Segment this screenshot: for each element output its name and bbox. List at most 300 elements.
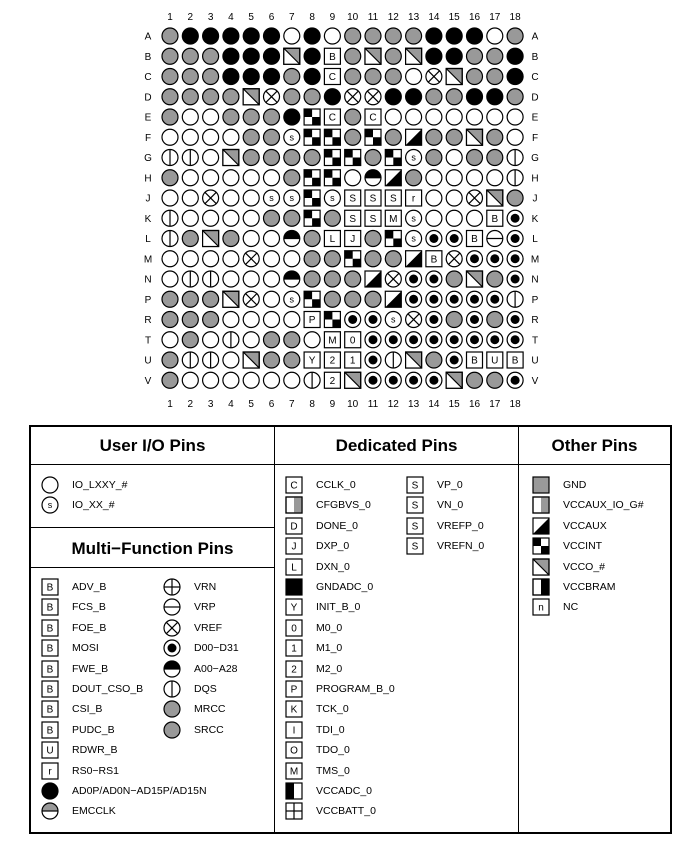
pin-K18 (507, 210, 523, 226)
pin-F1 (162, 129, 178, 145)
multi-function-symbol-icon (162, 577, 182, 597)
multi-function-symbol-icon (162, 699, 182, 719)
pin-K16 (467, 210, 483, 226)
svg-text:P: P (308, 315, 316, 326)
pin-L5 (243, 231, 259, 247)
pin-J8 (304, 190, 320, 206)
pin-D4 (223, 89, 239, 105)
svg-text:S: S (349, 193, 357, 205)
pin-L12 (385, 231, 401, 247)
user-io-symbol-icon (40, 495, 60, 515)
dedicated-symbol-icon (284, 720, 304, 740)
pin-K17 (487, 210, 503, 226)
svg-text:r: r (48, 766, 52, 778)
other-legend-label: VCCAUX (563, 519, 607, 532)
svg-text:s: s (391, 314, 396, 325)
pin-V11 (365, 372, 381, 388)
pin-G15 (446, 150, 462, 166)
col-label-bottom: 4 (228, 399, 234, 410)
multi-function-legend-label: VREF (194, 621, 223, 634)
user-io-legend-label: IO_LXXY_# (72, 479, 128, 491)
pin-C15 (446, 69, 462, 85)
svg-text:B: B (46, 684, 54, 696)
pin-B12 (385, 48, 401, 64)
dedicated-legend-item (284, 781, 372, 801)
row-label-left: A (144, 31, 152, 43)
pin-K6 (264, 210, 280, 226)
pin-H12 (385, 170, 401, 186)
svg-text:B: B (46, 704, 54, 716)
multi-function-legend-item (162, 679, 217, 699)
multi-function-legend-label: PUDC_B (72, 723, 115, 736)
pin-V8 (304, 372, 320, 388)
pin-J5 (243, 190, 259, 206)
dedicated-legend-item (405, 516, 484, 536)
col-label-top: 8 (309, 12, 315, 23)
dedicated-symbol-icon (284, 801, 304, 821)
pin-L17 (487, 231, 503, 247)
pin-N7 (284, 271, 300, 287)
multi-function-legend-item (162, 577, 216, 597)
pin-L18 (507, 231, 523, 247)
pin-T5 (243, 332, 259, 348)
pin-G14 (426, 150, 442, 166)
svg-text:M: M (389, 213, 398, 225)
col-label-top: 5 (248, 12, 254, 23)
pin-N14 (426, 271, 442, 287)
svg-text:B: B (430, 254, 438, 266)
row-label-left: R (144, 315, 152, 326)
pin-R12 (385, 312, 401, 328)
multi-function-legend-item (40, 618, 106, 638)
pin-G4 (223, 150, 239, 166)
pin-F9 (324, 129, 340, 145)
pin-T7 (284, 332, 300, 348)
pin-C2 (182, 69, 198, 85)
svg-text:B: B (46, 582, 54, 594)
pin-P6 (264, 291, 280, 307)
pin-T8 (304, 332, 320, 348)
col-label-top: 6 (268, 12, 275, 23)
pin-P11 (365, 291, 381, 307)
svg-text:S: S (411, 480, 419, 492)
svg-text:B: B (471, 234, 478, 245)
pin-F6 (264, 129, 280, 145)
pin-M5 (243, 251, 259, 267)
col-label-top: 13 (408, 12, 420, 23)
svg-text:U: U (46, 745, 54, 757)
pin-C14 (426, 69, 442, 85)
pin-C13 (406, 69, 422, 85)
pin-H3 (203, 170, 219, 186)
pin-H2 (182, 170, 198, 186)
svg-text:S: S (389, 193, 397, 205)
pin-E3 (203, 109, 219, 125)
pin-V17 (487, 372, 503, 388)
svg-text:M: M (289, 766, 299, 778)
row-label-right: J (532, 193, 538, 205)
pin-T11 (365, 332, 381, 348)
multi-function-legend-label: FCS_B (72, 601, 106, 614)
multi-function-symbol-icon (40, 740, 60, 760)
pin-L2 (182, 231, 198, 247)
svg-text:K: K (290, 704, 298, 716)
pin-J16 (467, 190, 483, 206)
dedicated-symbol-icon (284, 659, 304, 679)
svg-text:B: B (46, 664, 54, 676)
pin-R6 (264, 312, 280, 328)
pin-M7 (284, 251, 300, 267)
row-label-left: U (144, 355, 152, 367)
pin-C16 (467, 69, 483, 85)
col-label-top: 17 (489, 12, 501, 23)
pin-V12 (385, 372, 401, 388)
dedicated-symbol-icon (405, 536, 425, 556)
multi-function-symbol-icon (40, 781, 60, 801)
pin-J3 (203, 190, 219, 206)
pin-L3 (203, 231, 219, 247)
pin-M10 (345, 251, 361, 267)
pin-V6 (264, 372, 280, 388)
pin-V9 (324, 372, 340, 388)
pin-E14 (426, 109, 442, 125)
pin-D11 (365, 89, 381, 105)
other-legend-item (531, 536, 602, 556)
pin-A13 (406, 28, 422, 44)
pin-R16 (467, 312, 483, 328)
pin-V4 (223, 372, 239, 388)
row-label-left: D (144, 92, 152, 104)
pin-B5 (243, 48, 259, 64)
col-label-bottom: 9 (329, 399, 336, 410)
multi-function-legend-item (40, 679, 143, 699)
dedicated-symbol-icon (405, 495, 425, 515)
pin-U16 (467, 352, 483, 368)
multi-function-legend-item (40, 781, 207, 801)
other-legend-label: NC (563, 601, 579, 614)
pin-V7 (284, 372, 300, 388)
dedicated-column (275, 427, 518, 832)
pin-C4 (223, 69, 239, 85)
pin-L9 (324, 231, 340, 247)
user-io-legend-item (40, 495, 115, 515)
row-label-right: U (531, 355, 539, 367)
other-legend-item (531, 495, 644, 515)
dedicated-symbol-icon (284, 740, 304, 760)
other-legend-label: VCCAUX_IO_G# (563, 499, 644, 512)
pin-H1 (162, 170, 178, 186)
pin-A15 (446, 28, 462, 44)
other-legend-label: VCCINT (563, 540, 603, 553)
pin-E8 (304, 109, 320, 125)
pin-B18 (507, 48, 523, 64)
pin-K7 (284, 210, 300, 226)
col-label-bottom: 18 (509, 399, 521, 410)
pin-P9 (324, 291, 340, 307)
pin-A3 (203, 28, 219, 44)
pin-M3 (203, 251, 219, 267)
multi-function-legend-item (162, 597, 216, 617)
dedicated-legend-label: M0_0 (316, 621, 343, 634)
pin-P14 (426, 291, 442, 307)
pin-J12 (385, 190, 401, 206)
multi-function-legend-item (40, 740, 118, 760)
other-symbol-icon (531, 516, 551, 536)
pin-J18 (507, 190, 523, 206)
pin-G11 (365, 150, 381, 166)
col-label-bottom: 17 (489, 399, 501, 410)
pin-K13 (406, 210, 422, 226)
svg-text:S: S (411, 500, 419, 512)
svg-text:1: 1 (291, 643, 297, 655)
multi-function-symbol-icon (40, 720, 60, 740)
svg-text:s: s (289, 294, 295, 305)
pin-P17 (487, 291, 503, 307)
dedicated-legend-item (284, 618, 342, 638)
row-label-right: B (531, 51, 539, 63)
svg-text:2: 2 (329, 355, 336, 367)
pin-B4 (223, 48, 239, 64)
pin-R10 (345, 312, 361, 328)
multi-function-legend-label: CSI_B (72, 703, 103, 716)
pin-G6 (264, 150, 280, 166)
row-label-right: P (531, 294, 539, 306)
pin-D17 (487, 89, 503, 105)
dedicated-legend-label: M2_0 (316, 662, 343, 675)
pin-R2 (182, 312, 198, 328)
pin-T15 (446, 332, 462, 348)
multi-function-legend-label: EMCCLK (72, 805, 116, 818)
pin-J17 (487, 190, 503, 206)
pin-F2 (182, 129, 198, 145)
col-label-top: 9 (329, 12, 336, 23)
svg-text:1: 1 (349, 355, 356, 367)
pin-N12 (385, 271, 401, 287)
multi-function-legend-item (40, 720, 115, 740)
pin-M16 (467, 251, 483, 267)
user-io-title: User I/O Pins (99, 436, 206, 455)
row-label-right: T (531, 335, 539, 347)
pin-R8 (304, 312, 320, 328)
pin-K2 (182, 210, 198, 226)
svg-text:B: B (46, 725, 54, 737)
pin-U8 (304, 352, 320, 368)
row-label-right: A (531, 31, 539, 43)
row-label-left: T (144, 335, 152, 347)
pin-T17 (487, 332, 503, 348)
pin-D6 (264, 89, 280, 105)
col-label-bottom: 10 (347, 399, 359, 410)
pin-K1 (162, 210, 178, 226)
svg-text:0: 0 (291, 623, 297, 635)
svg-text:B: B (511, 355, 519, 367)
multi-function-legend-label: DQS (194, 683, 217, 695)
pin-J2 (182, 190, 198, 206)
row-label-right: V (531, 375, 539, 387)
svg-text:S: S (411, 541, 419, 553)
pin-T4 (223, 332, 239, 348)
dedicated-legend-item (284, 801, 376, 821)
pin-T9 (324, 332, 340, 348)
pin-G3 (203, 150, 219, 166)
pin-J4 (223, 190, 239, 206)
pin-C3 (203, 69, 219, 85)
multi-function-legend-label: FWE_B (72, 662, 109, 675)
dedicated-legend-label: M1_0 (316, 642, 343, 655)
pin-V3 (203, 372, 219, 388)
pin-A14 (426, 28, 442, 44)
pin-P13 (406, 291, 422, 307)
pin-H13 (406, 170, 422, 186)
pin-P1 (162, 291, 178, 307)
pin-P5 (243, 291, 259, 307)
pin-C1 (162, 69, 178, 85)
pin-G2 (182, 150, 198, 166)
pin-F13 (406, 129, 422, 145)
dedicated-legend-label: DONE_0 (316, 519, 359, 532)
pin-K10 (345, 210, 361, 226)
pin-H6 (264, 170, 280, 186)
pin-H14 (426, 170, 442, 186)
row-label-left: C (144, 72, 152, 83)
row-label-right: D (531, 92, 539, 104)
col-label-top: 10 (347, 12, 359, 23)
svg-text:U: U (491, 355, 499, 367)
dedicated-legend-item (405, 475, 463, 495)
pin-D2 (182, 89, 198, 105)
svg-text:B: B (471, 355, 478, 367)
pin-L1 (162, 231, 178, 247)
pin-B2 (182, 48, 198, 64)
svg-text:L: L (329, 234, 336, 245)
pin-C5 (243, 69, 259, 85)
pin-B14 (426, 48, 442, 64)
pin-L14 (426, 231, 442, 247)
svg-text:C: C (290, 480, 298, 492)
pin-M4 (223, 251, 239, 267)
pin-V15 (446, 372, 462, 388)
multi-function-legend-item (40, 638, 99, 658)
dedicated-symbol-icon (284, 536, 304, 556)
svg-text:M: M (328, 335, 337, 347)
pin-E16 (467, 109, 483, 125)
pin-G9 (324, 150, 340, 166)
pin-L15 (446, 231, 462, 247)
pin-R15 (446, 312, 462, 328)
pin-R11 (365, 312, 381, 328)
pin-T13 (406, 332, 422, 348)
pin-D15 (446, 89, 462, 105)
pin-U17 (487, 352, 503, 368)
dedicated-legend-label: GNDADC_0 (316, 581, 374, 593)
svg-text:L: L (291, 562, 297, 574)
col-label-bottom: 11 (367, 399, 379, 410)
pin-H18 (507, 170, 523, 186)
pin-P3 (203, 291, 219, 307)
svg-text:D: D (290, 521, 298, 533)
other-legend-item (531, 577, 616, 597)
pin-D7 (284, 89, 300, 105)
pin-M11 (365, 251, 381, 267)
pin-F17 (487, 129, 503, 145)
multi-function-legend-label: MOSI (72, 642, 99, 655)
pin-J1 (162, 190, 178, 206)
row-label-left: P (144, 294, 152, 306)
svg-text:C: C (328, 72, 337, 83)
other-column (519, 427, 670, 832)
pin-B7 (284, 48, 300, 64)
other-legend-item (531, 597, 578, 617)
pin-A17 (487, 28, 503, 44)
col-label-bottom: 12 (387, 399, 399, 410)
pin-F18 (507, 129, 523, 145)
dedicated-legend-label: DXN_0 (316, 560, 350, 573)
pin-J11 (365, 190, 381, 206)
pin-J15 (446, 190, 462, 206)
pin-C8 (304, 69, 320, 85)
dedicated-symbol-icon (284, 557, 304, 577)
dedicated-legend-label: CCLK_0 (316, 479, 356, 491)
pin-K9 (324, 210, 340, 226)
row-label-left: H (144, 173, 152, 185)
pin-V10 (345, 372, 361, 388)
pin-U9 (324, 352, 340, 368)
other-legend-label: VCCBRAM (563, 581, 616, 593)
dedicated-legend-label: TMS_0 (316, 764, 350, 777)
other-legend-item (531, 516, 607, 536)
pin-J14 (426, 190, 442, 206)
svg-text:B: B (46, 623, 54, 635)
multi-function-legend-label: MRCC (194, 703, 226, 716)
pin-V14 (426, 372, 442, 388)
multi-function-symbol-icon (40, 679, 60, 699)
pin-N13 (406, 271, 422, 287)
multi-function-symbol-icon (162, 618, 182, 638)
pin-C7 (284, 69, 300, 85)
pin-J13 (406, 190, 422, 206)
other-legend-label: VCCO_# (563, 560, 606, 573)
pin-E7 (284, 109, 300, 125)
pin-R1 (162, 312, 178, 328)
pin-D14 (426, 89, 442, 105)
col-label-top: 7 (289, 12, 295, 23)
pin-B13 (406, 48, 422, 64)
pin-G5 (243, 150, 259, 166)
svg-text:Y: Y (308, 355, 316, 367)
multi-function-symbol-icon (40, 761, 60, 781)
svg-text:s: s (411, 152, 416, 163)
pin-C6 (264, 69, 280, 85)
pin-B11 (365, 48, 381, 64)
pin-H8 (304, 170, 320, 186)
pin-F5 (243, 129, 259, 145)
pin-N10 (345, 271, 361, 287)
dedicated-legend-label: VREFN_0 (437, 540, 485, 553)
col-label-top: 15 (448, 12, 460, 23)
multi-function-legend-label: VRP (194, 601, 216, 614)
dedicated-legend-label: DXP_0 (316, 540, 350, 553)
svg-text:2: 2 (291, 664, 297, 676)
pin-R9 (324, 312, 340, 328)
other-symbol-icon (531, 597, 551, 617)
pin-E17 (487, 109, 503, 125)
row-label-right: C (531, 72, 539, 83)
multi-function-legend-label: RS0−RS1 (72, 764, 119, 777)
pin-T16 (467, 332, 483, 348)
svg-text:O: O (290, 745, 298, 757)
col-label-top: 1 (167, 12, 173, 23)
row-label-right: R (531, 315, 539, 326)
